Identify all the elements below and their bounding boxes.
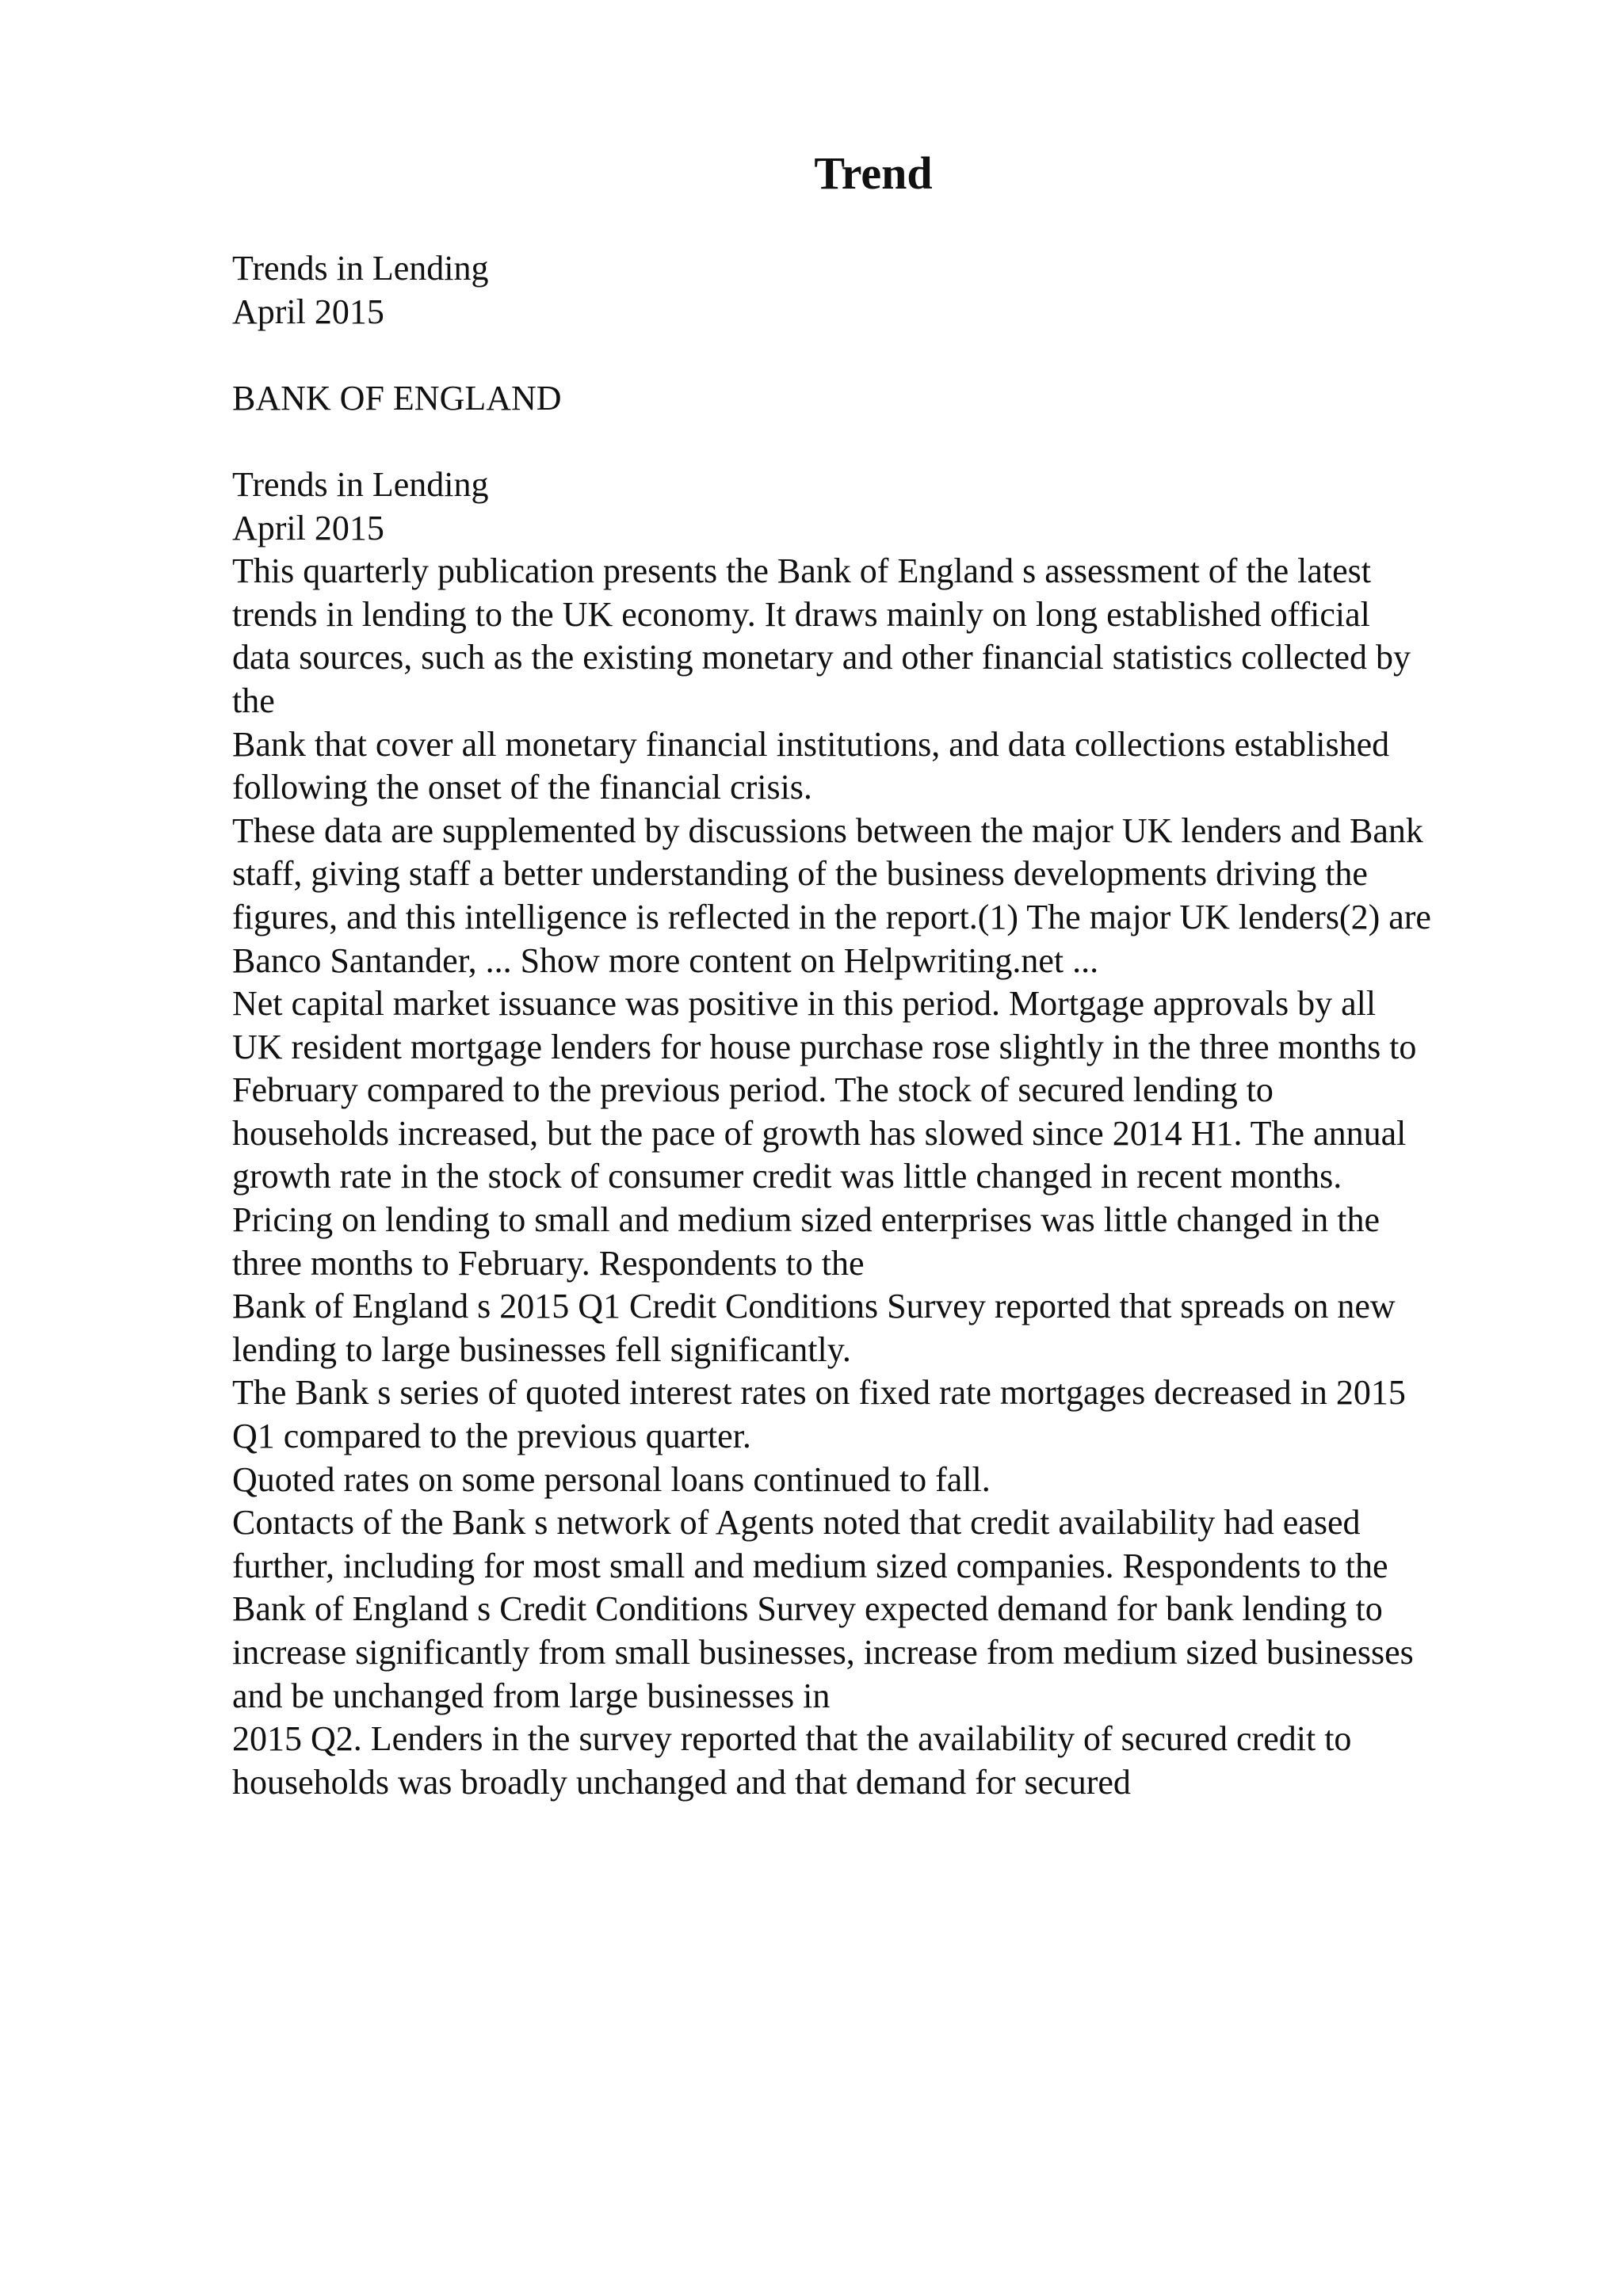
header-line-date: April 2015 xyxy=(232,292,384,331)
body-text-line: Contacts of the Bank s network of Agents noted that credit availability had eased xyxy=(232,1503,1361,1543)
body-text-line: Banco Santander, ... Show more content on Helpwriting.net ... xyxy=(232,940,1099,980)
body-text-line: the xyxy=(232,681,275,720)
body-text-line: lending to large businesses fell significantly. xyxy=(232,1329,851,1369)
body-text-line: UK resident mortgage lenders for house purchase rose slightly in the three months to xyxy=(232,1027,1417,1066)
body-text-line: increase significantly from small businesses, increase from medium sized businesses xyxy=(232,1633,1414,1672)
body-text-line: growth rate in the stock of consumer credit was little changed in recent months. xyxy=(232,1157,1342,1196)
body-text-line: The Bank s series of quoted interest rates on fixed rate mortgages decreased in 2015 xyxy=(232,1373,1406,1413)
body-text-line: households was broadly unchanged and that demand for secured xyxy=(232,1762,1131,1802)
body-text-line: Pricing on lending to small and medium sized enterprises was little changed in the xyxy=(232,1200,1381,1240)
body-text-line: and be unchanged from large businesses in xyxy=(232,1676,831,1715)
body-text-line: Q1 compared to the previous quarter. xyxy=(232,1417,751,1456)
body-text-line: This quarterly publication presents the Bank of England s assessment of the latest xyxy=(232,551,1372,591)
header-line-series: Trends in Lending xyxy=(232,249,489,288)
body-text-line: Quoted rates on some personal loans continued to fall. xyxy=(232,1459,991,1499)
body-text-line: Bank that cover all monetary financial institutions, and data collections established xyxy=(232,724,1390,764)
body-text-line: further, including for most small and medium sized companies. Respondents to the xyxy=(232,1546,1388,1585)
body-text-line: figures, and this intelligence is reflected in the report.(1) The major UK lenders(2) are xyxy=(232,897,1431,936)
paragraph-gap xyxy=(232,334,1532,377)
body-text-line: Trends in Lending xyxy=(232,464,489,504)
body-text-line: households increased, but the pace of growth has slowed since 2014 H1. The annual xyxy=(232,1113,1407,1153)
body-text xyxy=(232,463,1532,1804)
body-text-line: staff, giving staff a better understanding of the business developments driving the xyxy=(232,854,1368,894)
organization-name: BANK OF ENGLAND xyxy=(232,378,562,418)
body-text-line: following the onset of the financial crisis. xyxy=(232,768,812,807)
body-text-line: Net capital market issuance was positive in this period. Mortgage approvals by all xyxy=(232,984,1377,1024)
body-text-line: Bank of England s 2015 Q1 Credit Conditions Survey reported that spreads on new xyxy=(232,1287,1396,1326)
paragraph-gap xyxy=(232,420,1532,463)
document-title: Trend xyxy=(814,147,933,199)
body-text-line: trends in lending to the UK economy. It draws mainly on long established official xyxy=(232,594,1370,634)
body-text-line: February compared to the previous period. The stock of secured lending to xyxy=(232,1070,1274,1110)
document-body xyxy=(232,247,1532,1804)
body-text-line: three months to February. Respondents to the xyxy=(232,1243,865,1283)
body-text-line: 2015 Q2. Lenders in the survey reported that the availability of secured credit to xyxy=(232,1719,1352,1759)
body-text-line: April 2015 xyxy=(232,508,384,547)
body-text-line: data sources, such as the existing monetary and other financial statistics collected by xyxy=(232,638,1411,677)
body-text-line: These data are supplemented by discussions between the major UK lenders and Bank xyxy=(232,810,1423,850)
body-text-line: Bank of England s Credit Conditions Survey expected demand for bank lending to xyxy=(232,1589,1383,1629)
